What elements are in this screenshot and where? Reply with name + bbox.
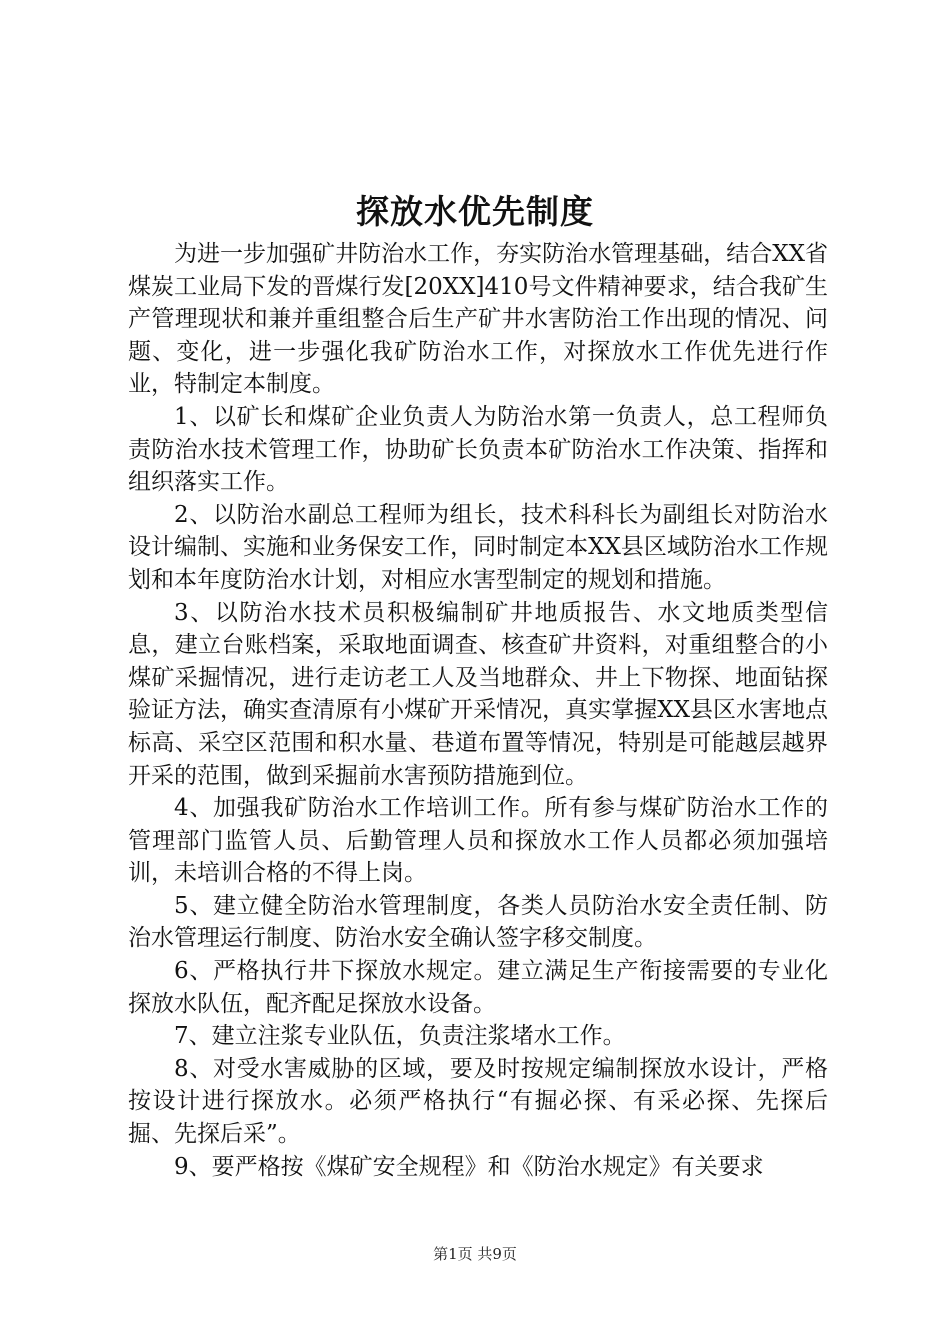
clause-9-paragraph: 9、要严格按《煤矿安全规程》和《防治水规定》有关要求	[174, 1153, 764, 1180]
clause-4-paragraph: 4、加强我矿防治水工作培训工作。所有参与煤矿防治水工作的管理部门监管人员、后勤管理人员和探放水工作人员都必须加强培训，未培训合格的不得上岗。	[128, 795, 828, 887]
clause-2-paragraph: 2、以防治水副总工程师为组长，技术科科长为副组长对防治水设计编制、实施和业务保安工作，同时制定本XX县区域防治水工作规划和本年度防治水计划，对相应水害型制定的规划和措施。	[128, 501, 828, 593]
clause-5-paragraph: 5、建立健全防治水管理制度，各类人员防治水安全责任制、防治水管理运行制度、防治水安全确认签字移交制度。	[128, 892, 828, 952]
page-number-footer: 第1页 共9页	[433, 1245, 517, 1263]
clause-8-paragraph: 8、对受水害威胁的区域，要及时按规定编制探放水设计，严格按设计进行探放水。必须严格执行“有掘必探、有采必探、先探后掘、先探后采”。	[128, 1055, 828, 1148]
document-body	[128, 238, 828, 1183]
clause-3-paragraph: 3、以防治水技术员积极编制矿井地质报告、水文地质类型信息，建立台账档案，采取地面调查、核查矿井资料，对重组整合的小煤矿采掘情况，进行走访老工人及当地群众、井上下物探、地面钻探验证方法，确实查清原有小煤矿开采情况，真实掌握XX县区水害地点标高、采空区范围和积水量、巷道布置等情况，特别是可能越层越界开采的范围，做到采掘前水害预防措施到位。	[128, 599, 828, 789]
intro-paragraph: 为进一步加强矿井防治水工作，夯实防治水管理基础，结合XX省煤炭工业局下发的晋煤行发[20XX]410号文件精神要求，结合我矿生产管理现状和兼并重组整合后生产矿井水害防治工作出现的情况、问题、变化，进一步强化我矿防治水工作，对探放水工作优先进行作业，特制定本制度。	[128, 241, 828, 398]
clause-1-paragraph: 1、以矿长和煤矿企业负责人为防治水第一负责人，总工程师负责防治水技术管理工作，协助矿长负责本矿防治水工作决策、指挥和组织落实工作。	[128, 403, 828, 496]
clause-7-paragraph: 7、建立注浆专业队伍，负责注浆堵水工作。	[174, 1023, 626, 1050]
clause-6-paragraph: 6、严格执行井下探放水规定。建立满足生产衔接需要的专业化探放水队伍，配齐配足探放水设备。	[128, 958, 828, 1017]
document-title: 探放水优先制度	[356, 192, 594, 231]
